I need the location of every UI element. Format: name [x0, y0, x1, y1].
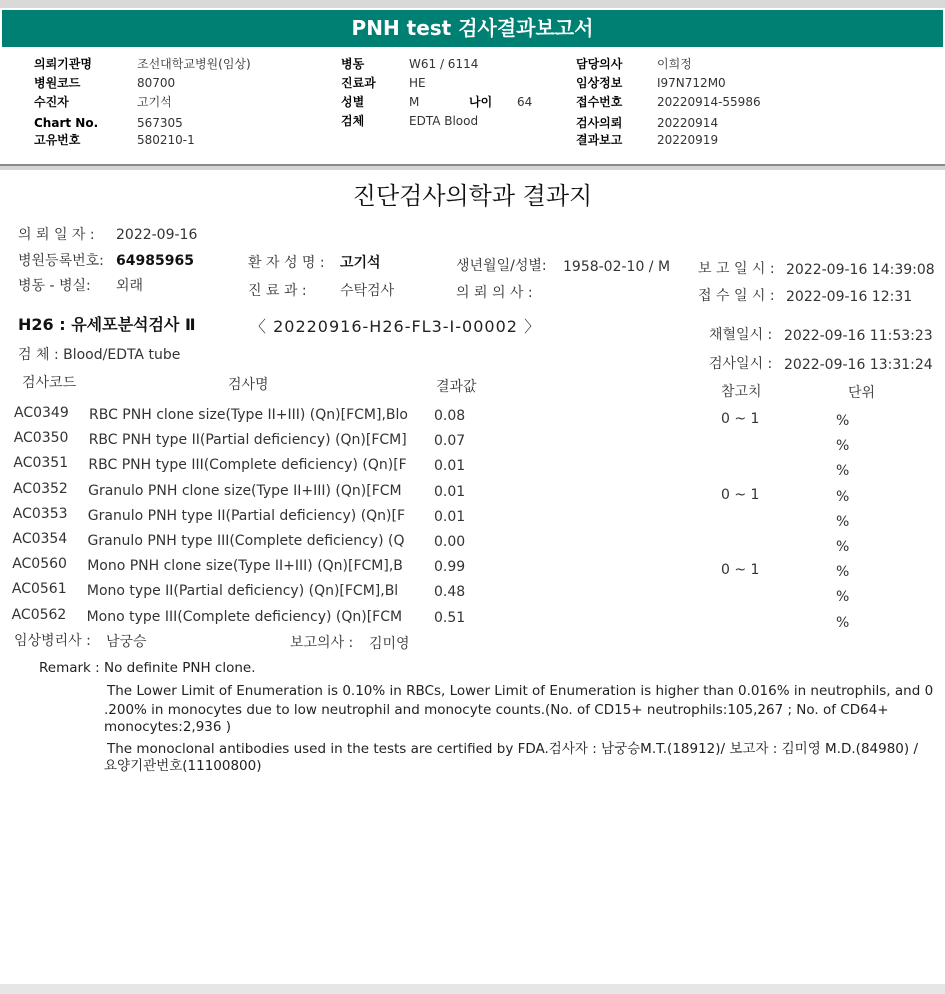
chart-no-value: 567305 — [137, 116, 183, 130]
reporting-doctor-label: 보고의사 : — [290, 635, 354, 651]
collection-time-value: 2022-09-16 11:53:23 — [784, 328, 933, 344]
col-header-reference: 참고치 — [721, 384, 762, 400]
age-value: 64 — [517, 95, 533, 109]
result-unit: % — [836, 488, 850, 505]
result-value: 0.48 — [434, 584, 466, 601]
clinic-dept-value: 수탁검사 — [340, 283, 395, 299]
result-code: AC0350 — [13, 430, 69, 447]
result-code: AC0562 — [11, 606, 67, 623]
remark-line-2: The Lower Limit of Enumeration is 0.10% in RBCs, Lower Limit of Enumeration is higher than 0.016% in neutrophils, and 0 — [107, 683, 934, 699]
result-unit: % — [836, 539, 850, 555]
receipt-time-value: 2022-09-16 12:31 — [786, 289, 913, 305]
remark-line-4: monocytes:2,936 ) — [104, 719, 232, 735]
result-name: RBC PNH type II(Partial deficiency) (Qn)[FCM] — [88, 432, 407, 449]
result-unit: % — [836, 413, 850, 429]
pathologist-label: 임상병리사 : — [14, 633, 91, 649]
clinical-info-value: I97N712M0 — [657, 76, 726, 90]
result-reference: 0 ~ 1 — [721, 411, 760, 427]
header-divider-shadow — [0, 166, 945, 170]
department-label: 진료과 — [341, 76, 376, 90]
collection-time-label: 채혈일시 : — [709, 327, 773, 343]
registration-no-label: 병원등록번호: — [18, 253, 104, 269]
doctor-label: 담당의사 — [576, 57, 623, 71]
result-value: 0.01 — [434, 483, 466, 500]
result-value: 0.99 — [434, 559, 466, 576]
pathologist-value: 남궁승 — [106, 634, 147, 650]
hospital-name-label: 의뢰기관명 — [34, 57, 92, 71]
result-code: AC0351 — [13, 455, 69, 472]
report-title: 진단검사의학과 결과지 — [352, 182, 593, 210]
result-unit: % — [836, 513, 850, 530]
unique-no-label: 고유번호 — [34, 133, 81, 147]
result-name: Mono type II(Partial deficiency) (Qn)[FCM],Bl — [86, 583, 399, 600]
receipt-no-label: 접수번호 — [576, 95, 623, 109]
bottom-strip — [0, 984, 945, 994]
result-reference: 0 ~ 1 — [721, 486, 760, 503]
result-code: AC0561 — [11, 581, 67, 598]
result-code: AC0349 — [14, 405, 69, 421]
clinic-dept-label: 진 료 과 : — [248, 283, 307, 299]
reporting-doctor-value: 김미영 — [369, 636, 410, 652]
test-name: H26 : 유세포분석검사 Ⅱ — [18, 315, 196, 334]
hospital-code-label: 병원코드 — [34, 76, 81, 90]
result-value: 0.00 — [434, 534, 466, 550]
specimen-value: EDTA Blood — [409, 114, 479, 128]
dob-label: 생년월일/성별: — [456, 258, 547, 274]
result-value: 0.08 — [434, 408, 466, 424]
test-time-value: 2022-09-16 13:31:24 — [784, 357, 933, 373]
result-name: Mono type III(Complete deficiency) (Qn)[FCM — [86, 608, 403, 625]
result-unit: % — [836, 438, 850, 455]
accession-number: 〈 20220916-H26-FL3-I-00002 〉 — [250, 317, 542, 336]
result-name: Mono PNH clone size(Type II+III) (Qn)[FCM],B — [87, 558, 403, 575]
result-name: RBC PNH type III(Complete deficiency) (Qn)[F — [88, 457, 407, 474]
result-value: 0.01 — [434, 458, 466, 475]
department-value: HE — [409, 76, 426, 90]
result-name: RBC PNH clone size(Type II+III) (Qn)[FCM],Blo — [89, 407, 408, 423]
hospital-code-value: 80700 — [137, 76, 176, 90]
col-header-result: 결과값 — [436, 379, 477, 395]
doctor-value: 이희정 — [657, 57, 692, 71]
age-label: 나이 — [469, 95, 493, 109]
result-name: Granulo PNH clone size(Type II+III) (Qn)[FCM — [88, 482, 402, 499]
result-name: Granulo PNH type III(Complete deficiency) (Q — [87, 533, 405, 549]
result-unit: % — [836, 614, 850, 631]
hospital-name-value: 조선대학교병원(임상) — [137, 57, 251, 71]
result-code: AC0353 — [12, 505, 68, 522]
test-request-value: 20220914 — [657, 116, 719, 130]
registration-no-value: 64985965 — [116, 253, 194, 269]
result-unit: % — [836, 589, 850, 606]
result-report-value: 20220919 — [657, 133, 719, 147]
patient-label: 수진자 — [34, 95, 69, 109]
result-unit: % — [836, 463, 850, 480]
receipt-time-label: 접 수 일 시 : — [698, 288, 775, 304]
patient-name-value: 고기석 — [340, 255, 381, 271]
clinical-info-label: 임상정보 — [576, 76, 623, 90]
result-value: 0.01 — [434, 508, 466, 525]
result-unit: % — [836, 564, 850, 581]
receipt-no-value: 20220914-55986 — [657, 95, 761, 109]
ward-label: 병동 — [341, 57, 365, 71]
col-header-code: 검사코드 — [22, 375, 77, 391]
result-name: Granulo PNH type II(Partial deficiency) (Qn)[F — [87, 507, 406, 524]
result-value: 0.51 — [434, 609, 466, 626]
result-value: 0.07 — [434, 433, 466, 450]
ward-room-value: 외래 — [116, 278, 144, 294]
sex-label: 성별 — [341, 95, 365, 109]
result-reference: 0 ~ 1 — [721, 562, 760, 579]
result-report-label: 결과보고 — [576, 133, 623, 147]
requesting-doctor-label: 의 뢰 의 사 : — [456, 285, 533, 301]
report-time-value: 2022-09-16 14:39:08 — [786, 262, 935, 278]
col-header-unit: 단위 — [848, 385, 876, 401]
unique-no-value: 580210-1 — [137, 133, 195, 147]
dob-value: 1958-02-10 / M — [563, 259, 671, 275]
result-code: AC0354 — [12, 531, 68, 547]
remark-line-6: 요양기관번호(11100800) — [104, 758, 262, 774]
sex-value: M — [409, 95, 420, 109]
request-date-label: 의 뢰 일 자 : — [18, 227, 95, 243]
col-header-name: 검사명 — [228, 377, 269, 393]
patient-name-label: 환 자 성 명 : — [248, 255, 325, 271]
request-date-value: 2022-09-16 — [116, 227, 198, 243]
remark-label: Remark : — [39, 660, 100, 676]
remark-line-5: The monoclonal antibodies used in the tests are certified by FDA.검사자 : 남궁승M.T.(18912)/ 보고자 : 김미영 M.D.(84980) / — [107, 741, 918, 757]
specimen-label: 검체 — [341, 114, 365, 128]
result-code: AC0352 — [13, 480, 68, 497]
patient-value: 고기석 — [137, 95, 172, 109]
remark-line-1: No definite PNH clone. — [104, 660, 256, 676]
remark-line-3: .200% in monocytes due to low neutrophil and monocyte counts.(No. of CD15+ neutrophils:105,267 ; No. of CD64+ — [104, 702, 889, 718]
test-time-label: 검사일시 : — [709, 356, 773, 372]
ward-room-label: 병동 - 병실: — [18, 278, 91, 294]
report-banner: PNH test 검사결과보고서 — [2, 10, 943, 47]
result-code: AC0560 — [12, 556, 67, 573]
test-request-label: 검사의뢰 — [576, 116, 623, 130]
chart-no-label: Chart No. — [34, 116, 99, 130]
report-time-label: 보 고 일 시 : — [698, 261, 775, 277]
top-strip — [0, 0, 945, 8]
ward-value: W61 / 6114 — [409, 57, 479, 71]
specimen-type: 검 체 : Blood/EDTA tube — [18, 347, 181, 363]
